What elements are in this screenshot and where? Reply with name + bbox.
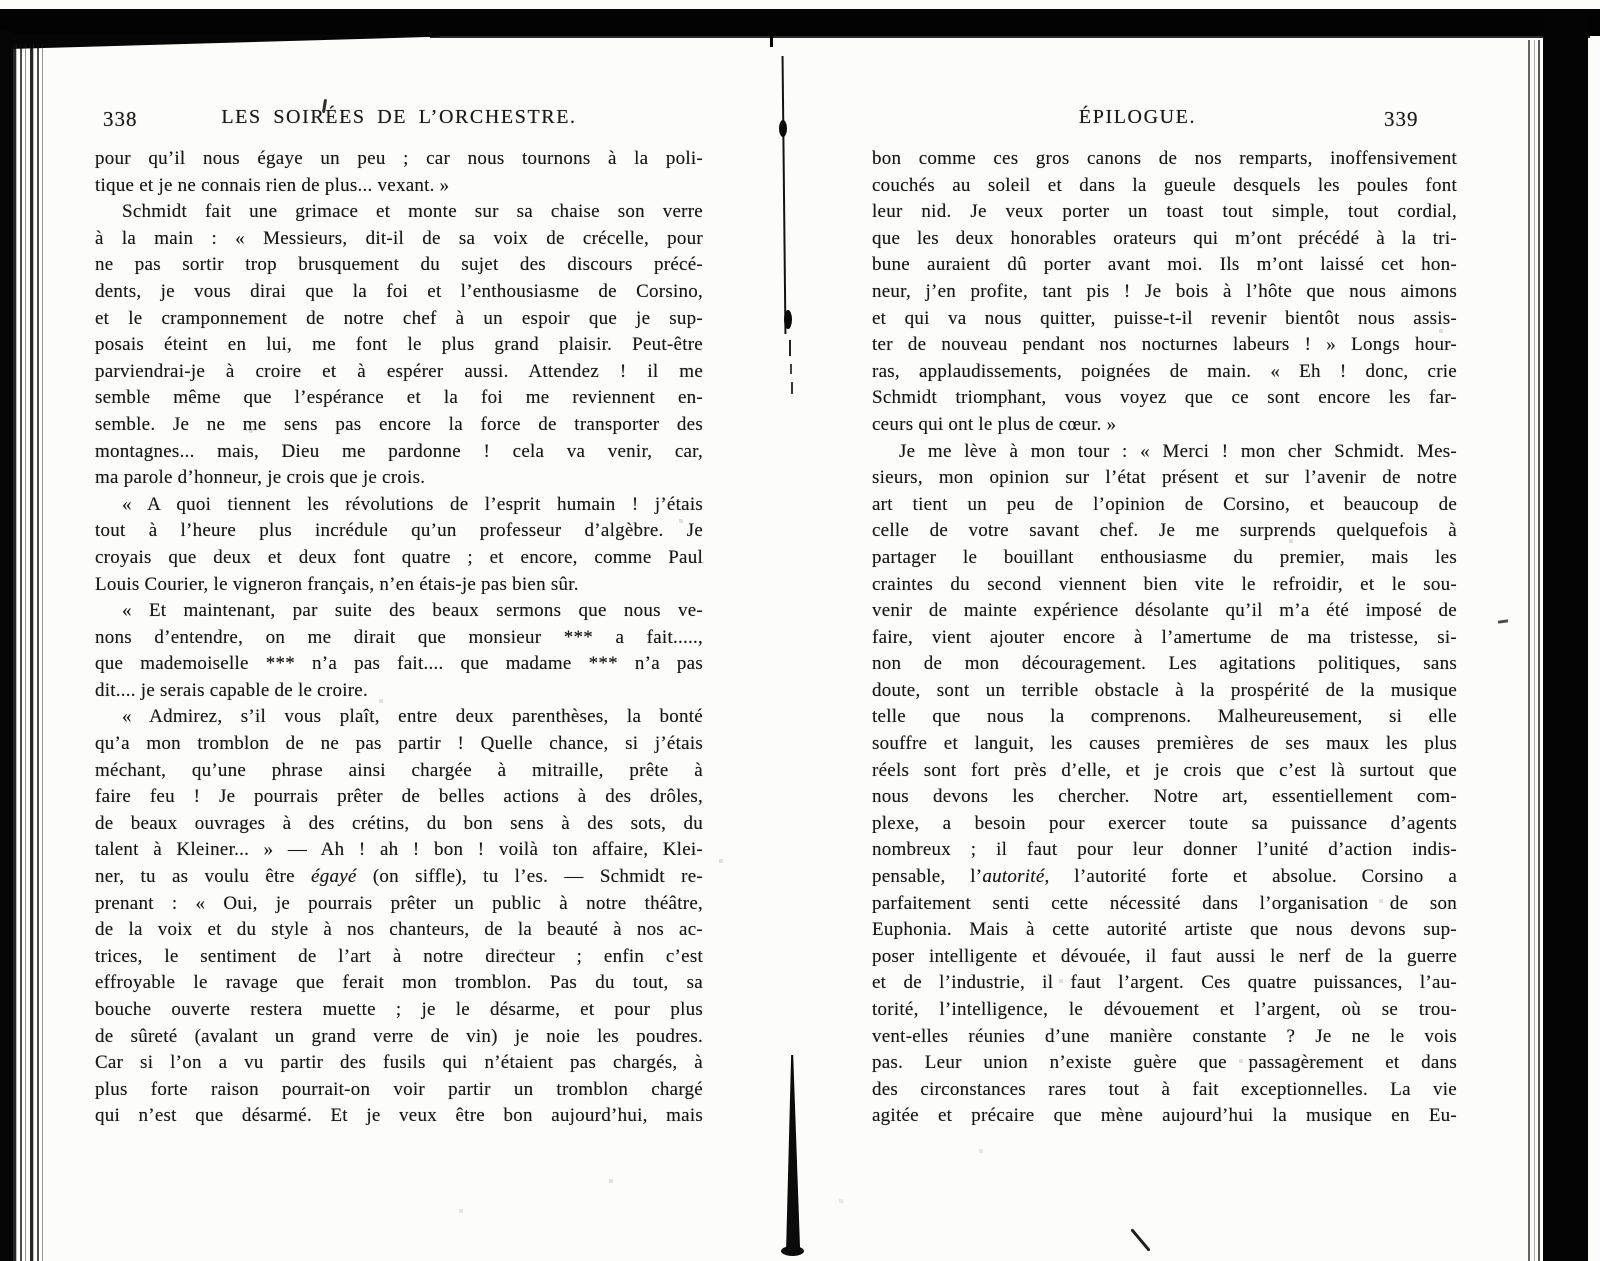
text-line: dents, je vous dirai que la foi et l’enthousiasme de Corsino, [95,280,703,302]
text-line: et le cramponnement de notre chef à un espoir que je sup- [95,307,703,329]
text-line: nous devons les chercher. Notre art, essentiellement com- [872,786,1457,808]
text-line: parfaitement senti cette nécessité dans l’organisation de son [872,892,1457,914]
gutter-crease-bottom-wedge [784,1055,801,1251]
text-line: effroyable le ravage que ferait mon tromblon. Pas du tout, sa [95,972,703,994]
text-line: croyais que deux et deux font quatre ; et encore, comme Paul [95,546,703,568]
text-line: des circonstances rares tout à fait exceptionnelles. La vie [872,1078,1457,1100]
text-line: semble même que l’espérance et la foi me reviennent en- [95,387,703,409]
text-line: vent-elles réunies d’une manière constante ? Je ne le vois [872,1025,1457,1047]
text-line: nons d’entendre, on me dirait que monsieur *** a fait....., [95,626,703,648]
gutter-crease-dash [789,340,791,356]
text-line: souffre et languit, les causes premières de ses maux les plus [872,733,1457,755]
text-line: craintes du second viennent bien vite le refroidir, et le sou- [872,573,1457,595]
text-line: semble. Je ne me sens pas encore la force de transporter des [95,413,703,435]
text-line: qui n’est que désarmé. Et je veux être bon aujourd’hui, mais [95,1105,703,1127]
text-line: dit.... je serais capable de le croire. [95,679,368,701]
text-line: de sûreté (avalant un grand verre de vin) je noie les poudres. [95,1025,703,1047]
text-line: pas. Leur union n’existe guère que passagèrement et dans [872,1052,1457,1074]
text-line: plus forte raison pourrait-on voir partir un tromblon chargé [95,1078,703,1100]
text-line: plexe, a besoin pour exercer toute sa puissance d’agents [872,812,1457,834]
text-line: méchant, qu’une phrase ainsi chargée à mitraille, prête à [95,759,703,781]
text-line: « Admirez, s’il vous plaît, entre deux parenthèses, la bonté [122,706,703,728]
scan-border-top [0,9,1600,36]
scan-border-right [1543,12,1588,1261]
text-line: ras, applaudissements, poignées de main. « Eh ! donc, crie [872,360,1457,382]
scan-border-right-streaks [1526,40,1543,1261]
scan-border-left-streaks [13,44,47,1261]
text-line: poser intelligente et dévouée, il faut aussi le nerf de la guerre [872,945,1457,967]
text-line: tout à l’heure plus incrédule qu’un professeur d’algèbre. Je [95,520,703,542]
text-line: posais éteint en lui, me font le plus grand plaisir. Peut-être [95,334,703,356]
gutter-crease-blob [779,120,787,137]
text-line: talent à Kleiner... » — Ah ! ah ! bon ! voilà ton affaire, Klei- [95,839,703,861]
text-line: leur nid. Je veux porter un toast tout simple, tout cordial, [872,201,1457,223]
text-line: Schmidt triomphant, vous voyez que ce sont encore les far- [872,387,1457,409]
text-line: bune auraient dû porter avant moi. Ils m’ont laissé cet hon- [872,254,1457,276]
text-line: bon comme ces gros canons de nos remparts, inoffensivement [872,148,1457,169]
text-line: Schmidt fait une grimace et monte sur sa chaise son verre [122,201,703,223]
text-line: non de mon découragement. Les agitations politiques, sans [872,653,1457,675]
gutter-crease-dash [790,364,792,374]
text-line: trices, le sentiment de l’art à notre directeur ; enfin c’est [95,945,703,967]
scan-border-left [0,30,13,1261]
text-line: prenant : « Oui, je pourrais prêter un public à notre théâtre, [95,892,703,914]
text-line: doute, sont un terrible obstacle à la prospérité de la musique [872,679,1457,701]
left-running-title: LES SOIRÉES DE L’ORCHESTRE. [221,106,577,128]
gutter-crease-dash [791,382,793,394]
page-top-edge-line [430,35,1590,38]
gutter-crease-line [782,56,787,334]
text-line: pour qu’il nous égaye un peu ; car nous tournons à la poli- [95,148,703,169]
text-line: ter de nouveau pendant nos nocturnes labeurs ! » Longs hour- [872,334,1457,356]
text-line: Car si l’on a vu partir des fusils qui n’étaient pas chargés, à [95,1052,703,1074]
text-line: et qui va nous quitter, puisse-t-il revenir bientôt nous assis- [872,307,1457,329]
left-page-text [95,146,703,1130]
text-line: sieurs, mon opinion sur l’état présent et sur l’avenir de notre [872,467,1457,489]
stray-ink-mark [1130,1228,1150,1251]
text-line: neur, j’en profite, tant pis ! Je bois à l’hôte que nous aimons [872,280,1457,302]
scan-border-top-left-wedge [0,35,440,49]
text-line: pensable, l’autorité, l’autorité forte et absolue. Corsino a [872,866,1458,888]
text-line: partager le bouillant enthousiasme du premier, mais les [872,546,1457,568]
text-line: qu’a mon tromblon de ne pas partir ! Quelle chance, si j’étais [95,733,703,755]
right-page-text [872,146,1457,1130]
text-line: ne pas sortir trop brusquement du sujet des discours précé- [95,254,703,276]
left-page-number: 338 [103,107,138,131]
text-line: de beaux ouvrages à des crétins, du bon sens à des sots, du [95,812,703,834]
gutter-crease-foot [781,1246,804,1256]
text-line: ner, tu as voulu être égayé (on siffle), tu l’es. — Schmidt re- [95,866,703,888]
text-line: que mademoiselle *** n’a pas fait.... que madame *** n’a pas [95,653,703,675]
right-running-title: ÉPILOGUE. [1078,106,1197,128]
text-line: Euphonia. Mais à cette autorité artiste que nous devons sup- [872,919,1457,941]
text-line: torité, l’intelligence, le dévouement et l’argent, où se trou- [872,999,1457,1020]
text-line: bouche ouverte restera muette ; je le désarme, et pour plus [95,999,703,1020]
text-line: réels sont fort près d’elle, et je crois que c’est là surtout que [872,759,1457,781]
text-line: « A quoi tiennent les révolutions de l’esprit humain ! j’étais [122,493,703,515]
text-line: agitée et précaire que mène aujourd’hui la musique en Eu- [872,1105,1457,1127]
gutter-crease-top-spike [770,34,773,47]
stray-ink-mark [1498,619,1508,623]
text-line: art tient un peu de l’opinion de Corsino, et beaucoup de [872,493,1457,515]
text-line: faire, vient ajouter encore à l’amertume de ma tristesse, si- [872,626,1457,648]
text-line: telle que nous la comprenons. Malheureusement, si elle [872,706,1457,728]
right-page-number: 339 [1384,107,1419,131]
text-line: couchés au soleil et dans la gueule desquels les poules font [872,174,1457,196]
text-line: Je me lève à mon tour : « Merci ! mon cher Schmidt. Mes- [899,440,1457,462]
text-line: nombreux ; il faut pour leur donner l’unité d’action indis- [872,839,1457,861]
text-line: tique et je ne connais rien de plus... vexant. » [95,174,450,196]
gutter-crease-blob [784,310,792,329]
text-line: et de l’industrie, il faut l’argent. Ces quatre puissances, l’au- [872,972,1457,994]
text-line: celle de votre savant chef. Je me surprends quelquefois à [872,520,1457,542]
text-line: ma parole d’honneur, je crois que je crois. [95,467,426,489]
text-line: que les deux honorables orateurs qui m’ont précédé à la tri- [872,227,1457,249]
text-line: « Et maintenant, par suite des beaux sermons que nous ve- [122,600,703,622]
paper-specks [0,0,2,2]
text-line: à la main : « Messieurs, dit-il de sa voix de crécelle, pour [95,227,703,249]
text-line: venir de mainte expérience désolante qu’il m’a été imposé de [872,600,1457,622]
text-line: de la voix et du style à nos chanteurs, de la beauté à nos ac- [95,919,703,941]
text-line: ceurs qui ont le plus de cœur. » [872,413,1117,435]
text-line: parviendrai-je à croire et à espérer aussi. Attendez ! il me [95,360,703,382]
text-line: faire feu ! Je pourrais prêter de belles actions à des drôles, [95,786,703,808]
text-line: montagnes... mais, Dieu me pardonne ! cela va venir, car, [95,440,703,462]
text-line: Louis Courier, le vigneron français, n’en étais-je pas bien sûr. [95,573,579,595]
